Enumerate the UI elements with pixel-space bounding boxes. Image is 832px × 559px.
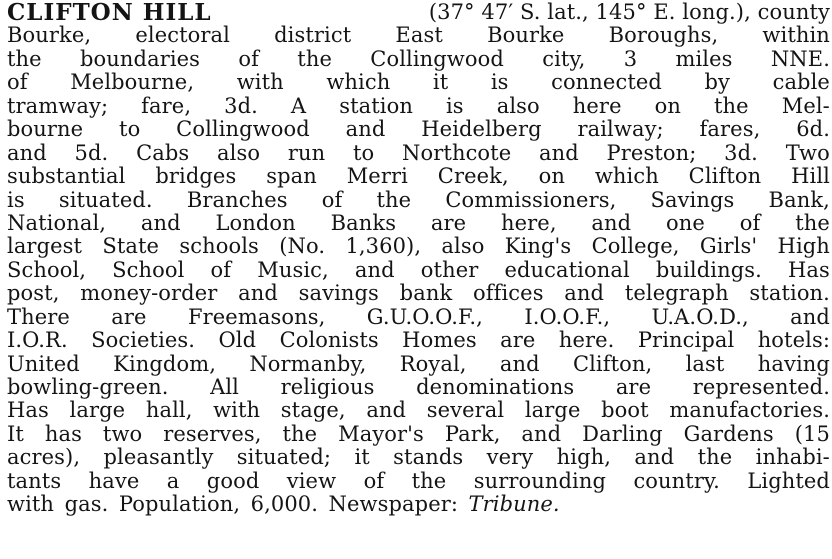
entry-word: to <box>119 117 141 142</box>
entry-line <box>7 95 830 118</box>
entry-word: Preston; <box>606 140 697 165</box>
entry-word: savings <box>298 281 379 306</box>
entry-line <box>7 282 830 305</box>
entry-word: the <box>714 93 749 118</box>
entry-word: cable <box>772 70 830 95</box>
entry-word: Girls' <box>699 234 758 259</box>
entry-word: boundaries <box>80 46 201 71</box>
entry-word: NNE. <box>770 46 830 71</box>
entry-word: Hill <box>791 164 830 189</box>
entry-word: the <box>7 46 42 71</box>
entry-word: within <box>762 23 830 48</box>
entry-word: and <box>539 140 579 165</box>
entry-word: of <box>7 70 28 95</box>
entry-body <box>7 24 830 516</box>
entry-word: and <box>345 117 386 142</box>
entry-word: Cabs <box>136 140 190 165</box>
entry-word: Has <box>7 398 49 423</box>
headword: CLIFTON HILL <box>7 0 212 26</box>
entry-word: Mel- <box>781 93 830 118</box>
entry-word: is <box>7 187 25 212</box>
entry-word: here <box>572 93 622 118</box>
entry-word: A <box>290 93 307 118</box>
entry-word: Bourke, <box>7 23 92 48</box>
entry-word: run <box>287 140 326 165</box>
entry-word: tramway; <box>7 93 109 118</box>
entry-word: stage, <box>280 398 346 423</box>
entry-line <box>7 24 830 47</box>
entry-word: are <box>430 210 467 235</box>
entry-word: Clifton <box>688 164 762 189</box>
entry-word: fare, <box>141 93 192 118</box>
entry-line <box>7 71 830 94</box>
entry-word: miles <box>675 46 733 71</box>
entry-word: All <box>210 375 239 399</box>
entry-word: pleasantly <box>103 445 214 470</box>
entry-word: stands <box>393 445 464 470</box>
entry-word: largest <box>7 234 83 259</box>
entry-word: with <box>213 398 261 423</box>
entry-word: of <box>238 46 259 71</box>
entry-word: Banks <box>330 210 397 235</box>
entry-word: having <box>757 351 830 376</box>
entry-word: and <box>354 257 395 282</box>
entry-word: view <box>286 468 337 493</box>
entry-word: Royal, <box>399 351 467 376</box>
entry-word: hotels: <box>757 328 830 353</box>
entry-word: and <box>499 351 540 376</box>
entry-word: the <box>282 421 318 446</box>
entry-word: Bourke <box>487 23 565 48</box>
entry-line <box>7 423 830 446</box>
entry-word: G.U.O.O.F., <box>366 304 483 329</box>
entry-word: schools <box>179 234 259 259</box>
entry-word: post, <box>7 281 60 306</box>
entry-word: I.O.O.F., <box>524 304 611 329</box>
entry-line <box>7 353 830 376</box>
entry-word: and <box>591 210 632 235</box>
entry-word: inhabi- <box>755 445 830 470</box>
entry-word: Collingwood <box>370 46 504 71</box>
entry-word: 3d. <box>224 93 258 118</box>
gazetteer-entry <box>7 1 830 517</box>
entry-word: with <box>236 70 284 95</box>
entry-word: is <box>490 70 509 95</box>
entry-word: money-order <box>80 281 218 306</box>
entry-word: boot <box>601 398 649 423</box>
entry-word: Commissioners, <box>445 187 617 212</box>
entry-word: are <box>500 328 536 353</box>
entry-word: Creek, <box>437 164 509 189</box>
entry-word: also <box>496 93 540 118</box>
entry-line <box>7 165 830 188</box>
entry-word: are <box>615 375 652 399</box>
entry-word: Has <box>787 257 830 282</box>
entry-word: Boroughs, <box>608 23 719 48</box>
entry-word: Park, <box>444 421 501 446</box>
entry-word: also <box>217 140 261 165</box>
entry-word: offices <box>473 281 544 306</box>
newspaper-name: Tribune. <box>468 492 560 517</box>
entry-word: Collingwood <box>176 117 310 142</box>
entry-word: Two <box>785 140 830 165</box>
entry-word: to <box>353 140 375 165</box>
entry-word: the <box>795 210 830 235</box>
entry-word: last <box>685 351 725 376</box>
entry-word: Homes <box>402 328 477 353</box>
entry-word: Gardens <box>683 421 774 446</box>
entry-word: on <box>538 164 565 189</box>
entry-word: situated. <box>58 187 153 212</box>
entry-word: electoral <box>135 23 230 48</box>
entry-word: a <box>166 468 180 493</box>
entry-word: the <box>411 468 447 493</box>
entry-word: station. <box>749 281 830 306</box>
entry-word: 3d. <box>724 140 758 165</box>
entry-word: it <box>432 70 449 95</box>
entry-word: and <box>564 281 605 306</box>
entry-word: Clifton, <box>572 351 653 376</box>
entry-word: London <box>215 210 296 235</box>
entry-word: hall, <box>145 398 193 423</box>
entry-word: surrounding <box>473 468 607 493</box>
entry-word: fares, <box>699 117 761 142</box>
entry-word: gas. <box>64 492 109 517</box>
entry-word: represented. <box>692 375 830 399</box>
entry-word: is <box>445 93 464 118</box>
entry-word: Colonists <box>279 328 379 353</box>
entry-word: country. <box>633 468 720 493</box>
entry-word: span <box>266 164 317 189</box>
entry-word: city, <box>542 46 586 71</box>
entry-word: Societies. <box>91 328 196 353</box>
entry-word: and <box>790 304 830 329</box>
entry-word: the <box>697 445 733 470</box>
entry-word: here. <box>558 328 615 353</box>
entry-word: tants <box>7 468 62 493</box>
entry-word: Old <box>218 328 257 353</box>
entry-word: School <box>112 257 185 282</box>
entry-word: with <box>7 492 55 517</box>
entry-word: U.A.O.D., <box>651 304 749 329</box>
entry-word: Melbourne, <box>70 70 195 95</box>
entry-word: acres), <box>7 445 81 470</box>
entry-word: It <box>7 421 24 446</box>
entry-word: bank <box>399 281 453 306</box>
entry-word: station <box>339 93 413 118</box>
entry-line <box>7 118 830 141</box>
entry-word: High <box>777 234 830 259</box>
entry-word: railway; <box>577 117 664 142</box>
entry-word: manufactories. <box>669 398 830 423</box>
entry-word: Heidelberg <box>421 117 542 142</box>
entry-word: Kingdom, <box>113 351 217 376</box>
entry-word: have <box>88 468 140 493</box>
entry-word: denominations <box>416 375 575 399</box>
entry-line <box>7 446 830 469</box>
entry-line <box>7 48 830 71</box>
entry-line <box>7 212 830 235</box>
entry-word: and <box>238 281 278 306</box>
entry-line <box>7 189 830 212</box>
entry-word: and <box>366 398 407 423</box>
entry-word: 6d. <box>796 117 830 142</box>
entry-word: which <box>594 164 659 189</box>
entry-word: Merri <box>346 164 408 189</box>
entry-word: (No. <box>279 234 326 259</box>
entry-word: large <box>524 398 581 423</box>
entry-word: Lighted <box>747 468 830 493</box>
entry-word: religious <box>280 375 375 399</box>
entry-word: the <box>376 187 412 212</box>
entry-word: United <box>7 351 80 376</box>
entry-line <box>7 235 830 258</box>
entry-word: and <box>521 421 562 446</box>
entry-word: Northcote <box>402 140 512 165</box>
entry-word: Newspaper: <box>328 492 459 517</box>
entry-word: Darling <box>582 421 663 446</box>
entry-word: East <box>395 23 443 48</box>
entry-line <box>7 306 830 329</box>
entry-word: 1,360), <box>345 234 422 259</box>
entry-word: which <box>326 70 391 95</box>
entry-word: and <box>140 210 181 235</box>
entry-line <box>7 470 830 493</box>
entry-word: and <box>634 445 675 470</box>
entry-word: National, <box>7 210 107 235</box>
entry-word: educational <box>504 257 630 282</box>
entry-word: I.O.R. <box>7 328 68 353</box>
entry-word: Normanby, <box>249 351 367 376</box>
entry-word: Principal <box>637 328 735 353</box>
entry-word: Branches <box>186 187 288 212</box>
entry-word: several <box>426 398 505 423</box>
entry-word: it <box>354 445 370 470</box>
entry-word: connected <box>551 70 662 95</box>
entry-word: buildings. <box>655 257 762 282</box>
entry-word: and <box>7 140 47 165</box>
entry-line <box>7 399 830 422</box>
entry-word: bowling-green. <box>7 375 169 399</box>
entry-word: other <box>420 257 479 282</box>
entry-word: high, <box>556 445 612 470</box>
entry-word: of <box>210 257 232 282</box>
entry-line <box>7 142 830 165</box>
entry-word: 5d. <box>74 140 109 165</box>
entry-word: Population, <box>118 492 241 517</box>
entry-text: (37° 47′ S. lat., 145° E. long.), county <box>428 0 830 24</box>
entry-word: of <box>363 468 385 493</box>
entry-word: substantial <box>7 164 126 189</box>
entry-word: telegraph <box>624 281 729 306</box>
entry-word: large <box>69 398 126 423</box>
entry-word: of <box>321 187 343 212</box>
entry-word: very <box>486 445 534 470</box>
entry-word: also <box>441 234 485 259</box>
entry-word: are <box>111 304 147 329</box>
entry-word: School, <box>7 257 87 282</box>
entry-word: Freemasons, <box>187 304 326 329</box>
entry-word: bridges <box>155 164 237 189</box>
entry-word: situated; <box>236 445 332 470</box>
entry-word: reserves, <box>163 421 262 446</box>
entry-word: Savings <box>650 187 735 212</box>
entry-word: 6,000. <box>250 492 319 517</box>
entry-word: State <box>102 234 160 259</box>
entry-word: two <box>102 421 143 446</box>
entry-line <box>7 259 830 282</box>
entry-word: the <box>297 46 332 71</box>
entry-word: (15 <box>794 421 830 446</box>
entry-line <box>7 493 830 516</box>
entry-word: King's <box>504 234 572 259</box>
entry-word: 3 <box>623 46 638 71</box>
entry-word: has <box>44 421 82 446</box>
entry-word: Mayor's <box>338 421 424 446</box>
entry-word: There <box>7 304 70 329</box>
entry-word: College, <box>591 234 680 259</box>
entry-word: bourne <box>7 117 84 142</box>
entry-line <box>7 376 830 399</box>
entry-word: of <box>739 210 761 235</box>
entry-word: by <box>704 70 731 95</box>
entry-word: district <box>274 23 352 48</box>
entry-word: one <box>666 210 705 235</box>
entry-word: good <box>206 468 260 493</box>
entry-word: here, <box>501 210 557 235</box>
entry-word: Bank, <box>768 187 830 212</box>
entry-word: on <box>654 93 681 118</box>
entry-line <box>7 1 830 24</box>
entry-line <box>7 329 830 352</box>
entry-word: Music, <box>257 257 329 282</box>
